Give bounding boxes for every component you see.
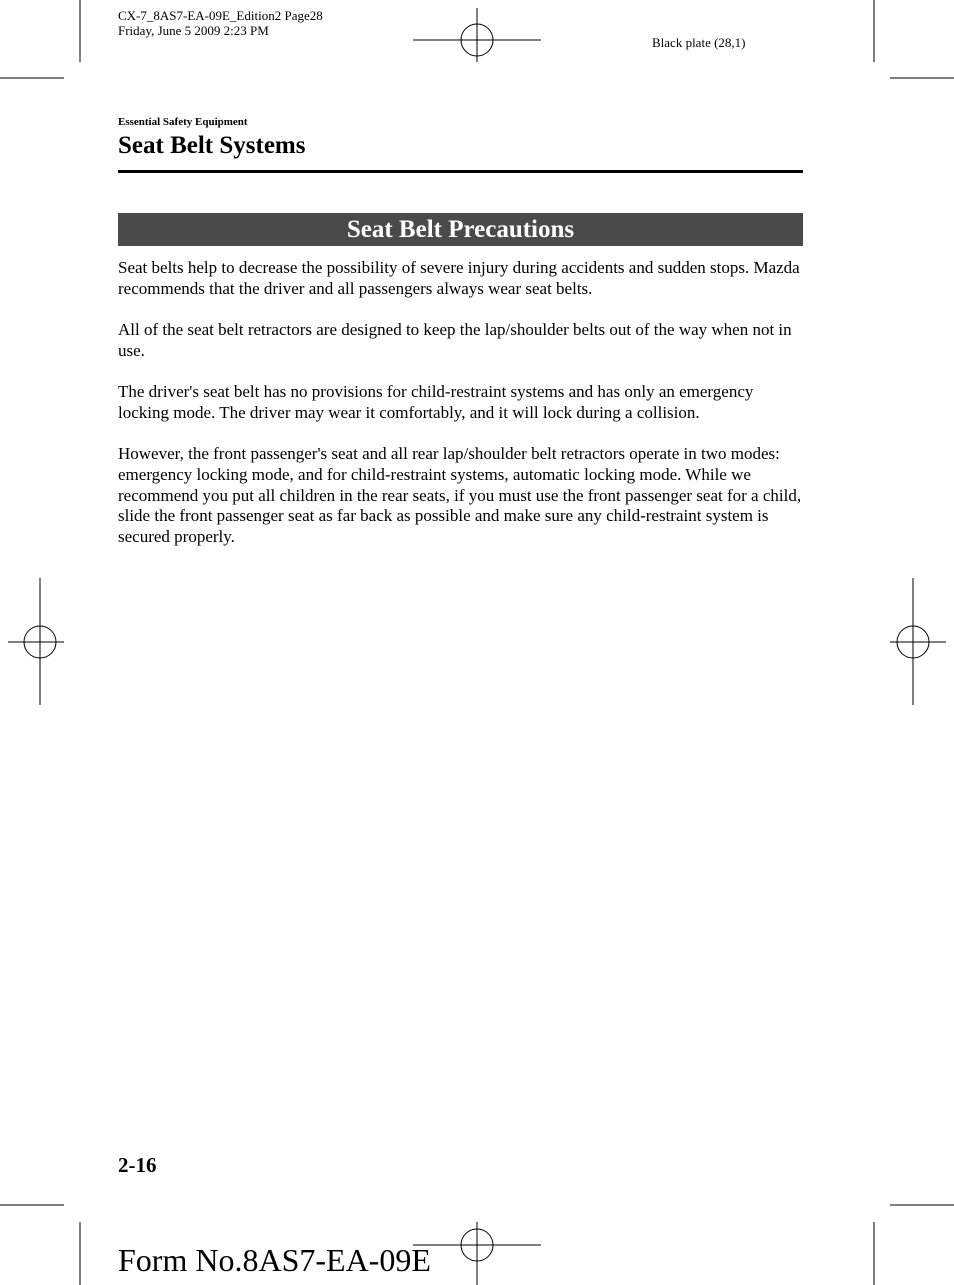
paragraph: All of the seat belt retractors are designed to keep the lap/shoulder belts out of the way when not in use. bbox=[118, 320, 792, 360]
paragraph: Seat belts help to decrease the possibility of severe injury during accidents and sudden stops. Mazda recommends that the driver and all passengers always wear seat belts. bbox=[118, 258, 800, 298]
print-info-line2: Friday, June 5 2009 2:23 PM bbox=[118, 23, 269, 38]
section-banner: Seat Belt Precautions bbox=[118, 213, 803, 246]
paragraph: The driver's seat belt has no provisions for child-restraint systems and has only an emergency locking mode. The driver may wear it comfortably, and it will lock during a collision. bbox=[118, 382, 754, 422]
plate-label: Black plate (28,1) bbox=[652, 35, 746, 50]
title-rule bbox=[118, 170, 803, 173]
body-text bbox=[118, 258, 803, 568]
page-title: Seat Belt Systems bbox=[118, 132, 306, 159]
page-number: 2-16 bbox=[118, 1153, 157, 1177]
paragraph: However, the front passenger's seat and all rear lap/shoulder belt retractors operate in two modes: emergency locking mode, and for child-restraint systems, automatic locking mode. While we recommend you put all children in the rear seats, if you must use the front passenger seat for a child, slide the front passenger seat as far back as possible and make sure any child-restraint system is secured properly. bbox=[118, 444, 802, 547]
print-info bbox=[118, 8, 323, 38]
print-info-line1: CX-7_8AS7-EA-09E_Edition2 Page28 bbox=[118, 8, 323, 23]
section-label: Essential Safety Equipment bbox=[118, 116, 248, 128]
form-number: Form No.8AS7-EA-09E bbox=[118, 1242, 431, 1278]
